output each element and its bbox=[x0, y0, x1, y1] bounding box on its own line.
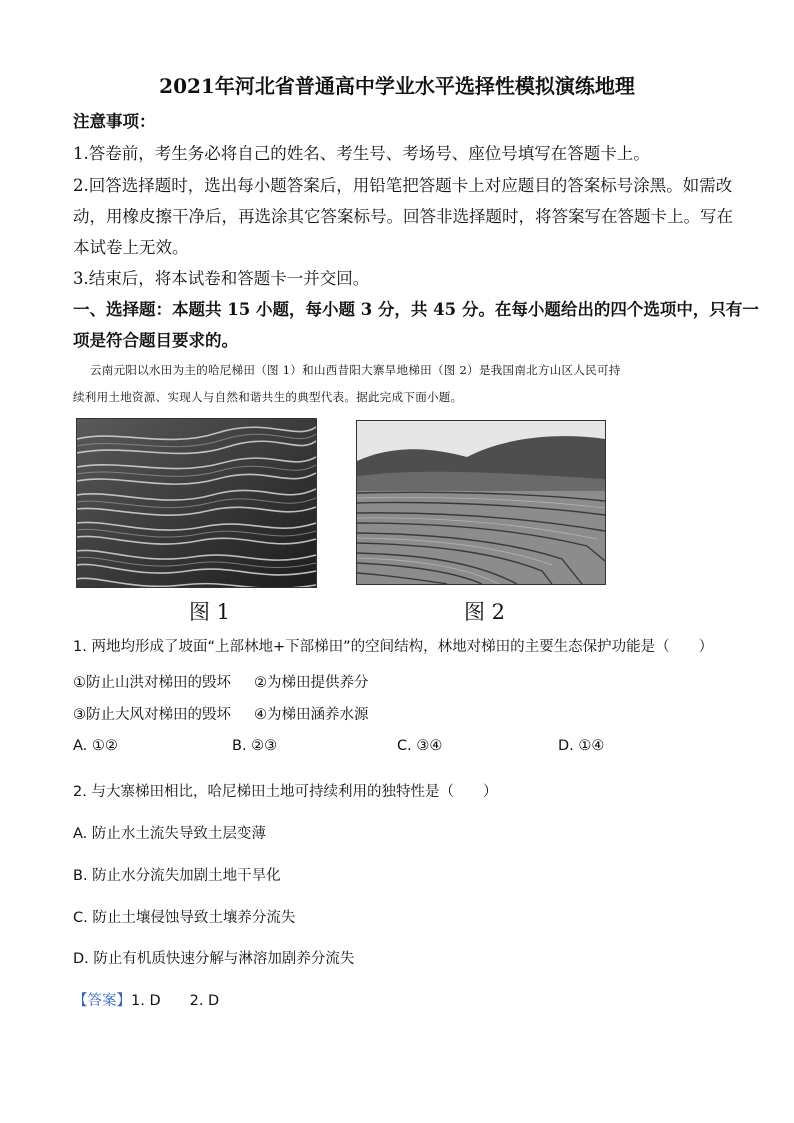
notice-item-1: 1.答卷前，考生务必将自己的姓名、考生号、考场号、座位号填写在答题卡上。 bbox=[73, 144, 650, 163]
section-heading-line-1: 一、选择题：本题共 15 小题，每小题 3 分，共 45 分。在每小题给出的四个选项中，只有一 bbox=[73, 300, 759, 319]
q2-option-d: D. 防止有机质快速分解与淋溶加剧养分流失 bbox=[73, 951, 355, 967]
notice-item-2-line-3: 本试卷上无效。 bbox=[73, 238, 189, 257]
q1-statement-3: ③防止大风对梯田的毁坏 bbox=[73, 707, 231, 723]
notice-item-3: 3.结束后，将本试卷和答题卡一并交回。 bbox=[73, 269, 370, 288]
q2-option-b: B. 防止水分流失加剧土地干旱化 bbox=[73, 868, 281, 884]
q1-statement-2: ②为梯田提供养分 bbox=[254, 675, 369, 691]
answer-line bbox=[73, 989, 219, 1010]
q2-option-a: A. 防止水土流失导致土层变薄 bbox=[73, 826, 266, 842]
q1-option-d: D. ①④ bbox=[558, 738, 605, 754]
q1-option-b: B. ②③ bbox=[232, 738, 278, 754]
section-heading-line-2: 项是符合题目要求的。 bbox=[73, 331, 238, 350]
answer-text: 1. D 2. D bbox=[131, 993, 220, 1009]
q2-option-c: C. 防止土壤侵蚀导致土壤养分流失 bbox=[73, 910, 296, 926]
figure-1-caption: 图 1 bbox=[189, 600, 231, 624]
question-2-stem: 2. 与大寨梯田相比，哈尼梯田土地可持续利用的独特性是（ ） bbox=[73, 784, 498, 800]
q1-statement-4: ④为梯田涵养水源 bbox=[254, 707, 369, 723]
q1-option-c: C. ③④ bbox=[397, 738, 443, 754]
notice-heading: 注意事项： bbox=[73, 112, 156, 131]
notice-item-2-line-2: 动，用橡皮擦干净后，再选涂其它答案标号。回答非选择题时，将答案写在答题卡上。写在 bbox=[73, 207, 733, 226]
notice-item-2-line-1: 2.回答选择题时，选出每小题答案后，用铅笔把答题卡上对应题目的答案标号涂黑。如需改 bbox=[73, 176, 733, 195]
q1-option-a: A. ①② bbox=[73, 738, 118, 754]
page-title: 2021年河北省普通高中学业水平选择性模拟演练地理 bbox=[159, 74, 635, 98]
question-1-stem: 1. 两地均形成了坡面“上部林地+下部梯田”的空间结构，林地对梯田的主要生态保护功能是（ ） bbox=[73, 639, 714, 655]
passage-line-1: 云南元阳以水田为主的哈尼梯田（图 1）和山西昔阳大寨旱地梯田（图 2）是我国南北方山区人民可持 bbox=[90, 363, 621, 377]
figure-1-photo bbox=[76, 418, 317, 588]
figure-2-photo bbox=[356, 420, 606, 585]
figure-2-caption: 图 2 bbox=[464, 600, 506, 624]
passage-line-2: 续利用土地资源、实现人与自然和谐共生的典型代表。据此完成下面小题。 bbox=[73, 390, 463, 404]
q1-statement-1: ①防止山洪对梯田的毁坏 bbox=[73, 675, 231, 691]
answer-tag: 【答案】 bbox=[73, 993, 131, 1009]
